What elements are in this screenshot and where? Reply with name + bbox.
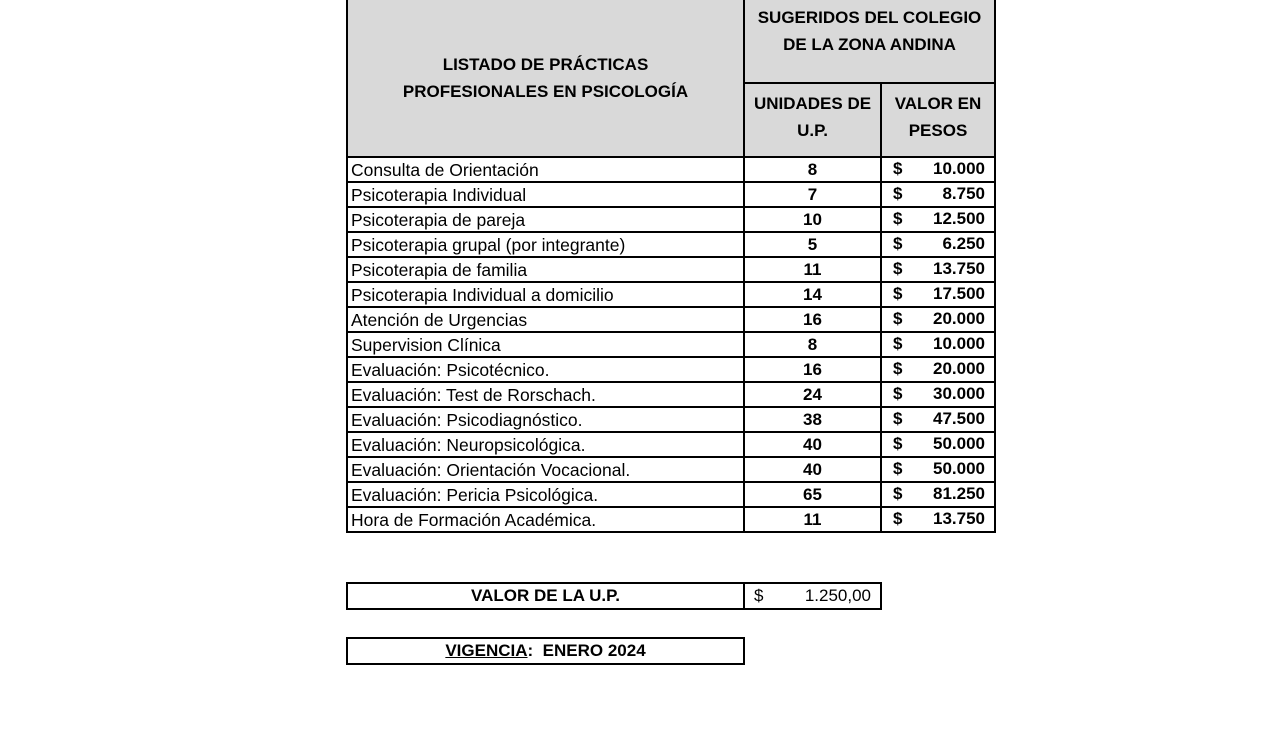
practice-units: 65: [744, 482, 881, 507]
practice-units: 7: [744, 182, 881, 207]
practice-name: Evaluación: Pericia Psicológica.: [347, 482, 744, 507]
currency-symbol: $: [893, 434, 903, 453]
practice-value: 8.750: [942, 184, 985, 203]
practice-units: 8: [744, 157, 881, 182]
table-row: [347, 232, 995, 257]
practice-units: 24: [744, 382, 881, 407]
value-column-header: [881, 83, 995, 157]
practice-name: Consulta de Orientación: [347, 157, 744, 182]
table-row: [347, 307, 995, 332]
practices-table: [346, 0, 996, 533]
practice-value: 50.000: [933, 434, 985, 453]
practice-name: Evaluación: Test de Rorschach.: [347, 382, 744, 407]
practice-value-cell: [881, 182, 995, 207]
practice-name: Hora de Formación Académica.: [347, 507, 744, 532]
practice-value: 17.500: [933, 284, 985, 303]
currency-symbol: $: [893, 509, 903, 528]
practice-value: 13.750: [933, 259, 985, 278]
practice-name: Supervision Clínica: [347, 332, 744, 357]
practice-name: Psicoterapia de pareja: [347, 207, 744, 232]
practice-units: 40: [744, 457, 881, 482]
currency-symbol: $: [893, 334, 903, 353]
up-value-label: VALOR DE LA U.P.: [347, 583, 744, 609]
practice-units: 5: [744, 232, 881, 257]
vigencia-cell: [347, 638, 744, 664]
vigencia-value: ENERO 2024: [542, 641, 646, 660]
practice-value-cell: [881, 457, 995, 482]
table-row: [347, 257, 995, 282]
practice-value: 10.000: [933, 159, 985, 178]
up-currency-symbol: $: [754, 586, 764, 605]
vigencia-label: VIGENCIA: [445, 641, 528, 660]
practice-value-cell: [881, 207, 995, 232]
practices-column-header: [347, 0, 744, 157]
practice-units: 16: [744, 307, 881, 332]
practice-value-cell: [881, 407, 995, 432]
header-title-line1: LISTADO DE PRÁCTICAS: [442, 55, 649, 74]
practice-name: Evaluación: Psicodiagnóstico.: [347, 407, 744, 432]
currency-symbol: $: [893, 309, 903, 328]
units-header-line2: U.P.: [797, 121, 828, 140]
practice-units: 11: [744, 257, 881, 282]
practice-value-cell: [881, 507, 995, 532]
practice-units: 38: [744, 407, 881, 432]
practice-value-cell: [881, 307, 995, 332]
practice-value: 50.000: [933, 459, 985, 478]
practice-units: 16: [744, 357, 881, 382]
table-row: [347, 407, 995, 432]
currency-symbol: $: [893, 359, 903, 378]
practice-value-cell: [881, 282, 995, 307]
table-row: [347, 457, 995, 482]
table-row: [347, 332, 995, 357]
practice-name: Psicoterapia grupal (por integrante): [347, 232, 744, 257]
up-value-cell: [744, 583, 881, 609]
currency-symbol: $: [893, 409, 903, 428]
value-header-line1: VALOR EN: [894, 94, 982, 113]
practice-value: 47.500: [933, 409, 985, 428]
table-row: [347, 207, 995, 232]
practice-value: 81.250: [933, 484, 985, 503]
table-row: [347, 357, 995, 382]
practice-value-cell: [881, 482, 995, 507]
practice-value: 10.000: [933, 334, 985, 353]
vigencia-table: [346, 637, 745, 665]
practice-name: Atención de Urgencias: [347, 307, 744, 332]
practice-value: 13.750: [933, 509, 985, 528]
up-amount: 1.250,00: [804, 586, 871, 605]
currency-symbol: $: [893, 384, 903, 403]
practice-units: 10: [744, 207, 881, 232]
practice-units: 11: [744, 507, 881, 532]
practice-units: 8: [744, 332, 881, 357]
practice-name: Evaluación: Orientación Vocacional.: [347, 457, 744, 482]
practice-value-cell: [881, 232, 995, 257]
practice-value: 30.000: [933, 384, 985, 403]
practice-value: 20.000: [933, 359, 985, 378]
practice-name: Psicoterapia de familia: [347, 257, 744, 282]
practice-name: Evaluación: Psicotécnico.: [347, 357, 744, 382]
table-row: [347, 482, 995, 507]
suggested-group-header: [744, 0, 995, 83]
units-header-line1: UNIDADES DE: [753, 94, 872, 113]
practice-units: 40: [744, 432, 881, 457]
value-header-line2: PESOS: [908, 121, 968, 140]
currency-symbol: $: [893, 234, 903, 253]
header-title-line2: PROFESIONALES EN PSICOLOGÍA: [402, 82, 689, 101]
practice-value: 20.000: [933, 309, 985, 328]
vigencia-separator: :: [527, 641, 534, 660]
practice-value: 12.500: [933, 209, 985, 228]
table-row: [347, 282, 995, 307]
group-header-line2: DE LA ZONA ANDINA: [783, 35, 956, 54]
units-column-header: [744, 83, 881, 157]
practice-value-cell: [881, 357, 995, 382]
currency-symbol: $: [893, 284, 903, 303]
table-row: [347, 432, 995, 457]
practice-name: Psicoterapia Individual: [347, 182, 744, 207]
currency-symbol: $: [893, 184, 903, 203]
practice-name: Evaluación: Neuropsicológica.: [347, 432, 744, 457]
practice-value-cell: [881, 332, 995, 357]
up-value-table: [346, 582, 882, 610]
practice-units: 14: [744, 282, 881, 307]
practice-value-cell: [881, 382, 995, 407]
currency-symbol: $: [893, 484, 903, 503]
table-row: [347, 157, 995, 182]
group-header-line1: SUGERIDOS DEL COLEGIO: [757, 8, 982, 27]
table-row: [347, 182, 995, 207]
currency-symbol: $: [893, 459, 903, 478]
currency-symbol: $: [893, 159, 903, 178]
practice-name: Psicoterapia Individual a domicilio: [347, 282, 744, 307]
practice-value-cell: [881, 257, 995, 282]
practice-value: 6.250: [942, 234, 985, 253]
practice-value-cell: [881, 157, 995, 182]
practice-value-cell: [881, 432, 995, 457]
table-row: [347, 507, 995, 532]
currency-symbol: $: [893, 209, 903, 228]
currency-symbol: $: [893, 259, 903, 278]
table-row: [347, 382, 995, 407]
